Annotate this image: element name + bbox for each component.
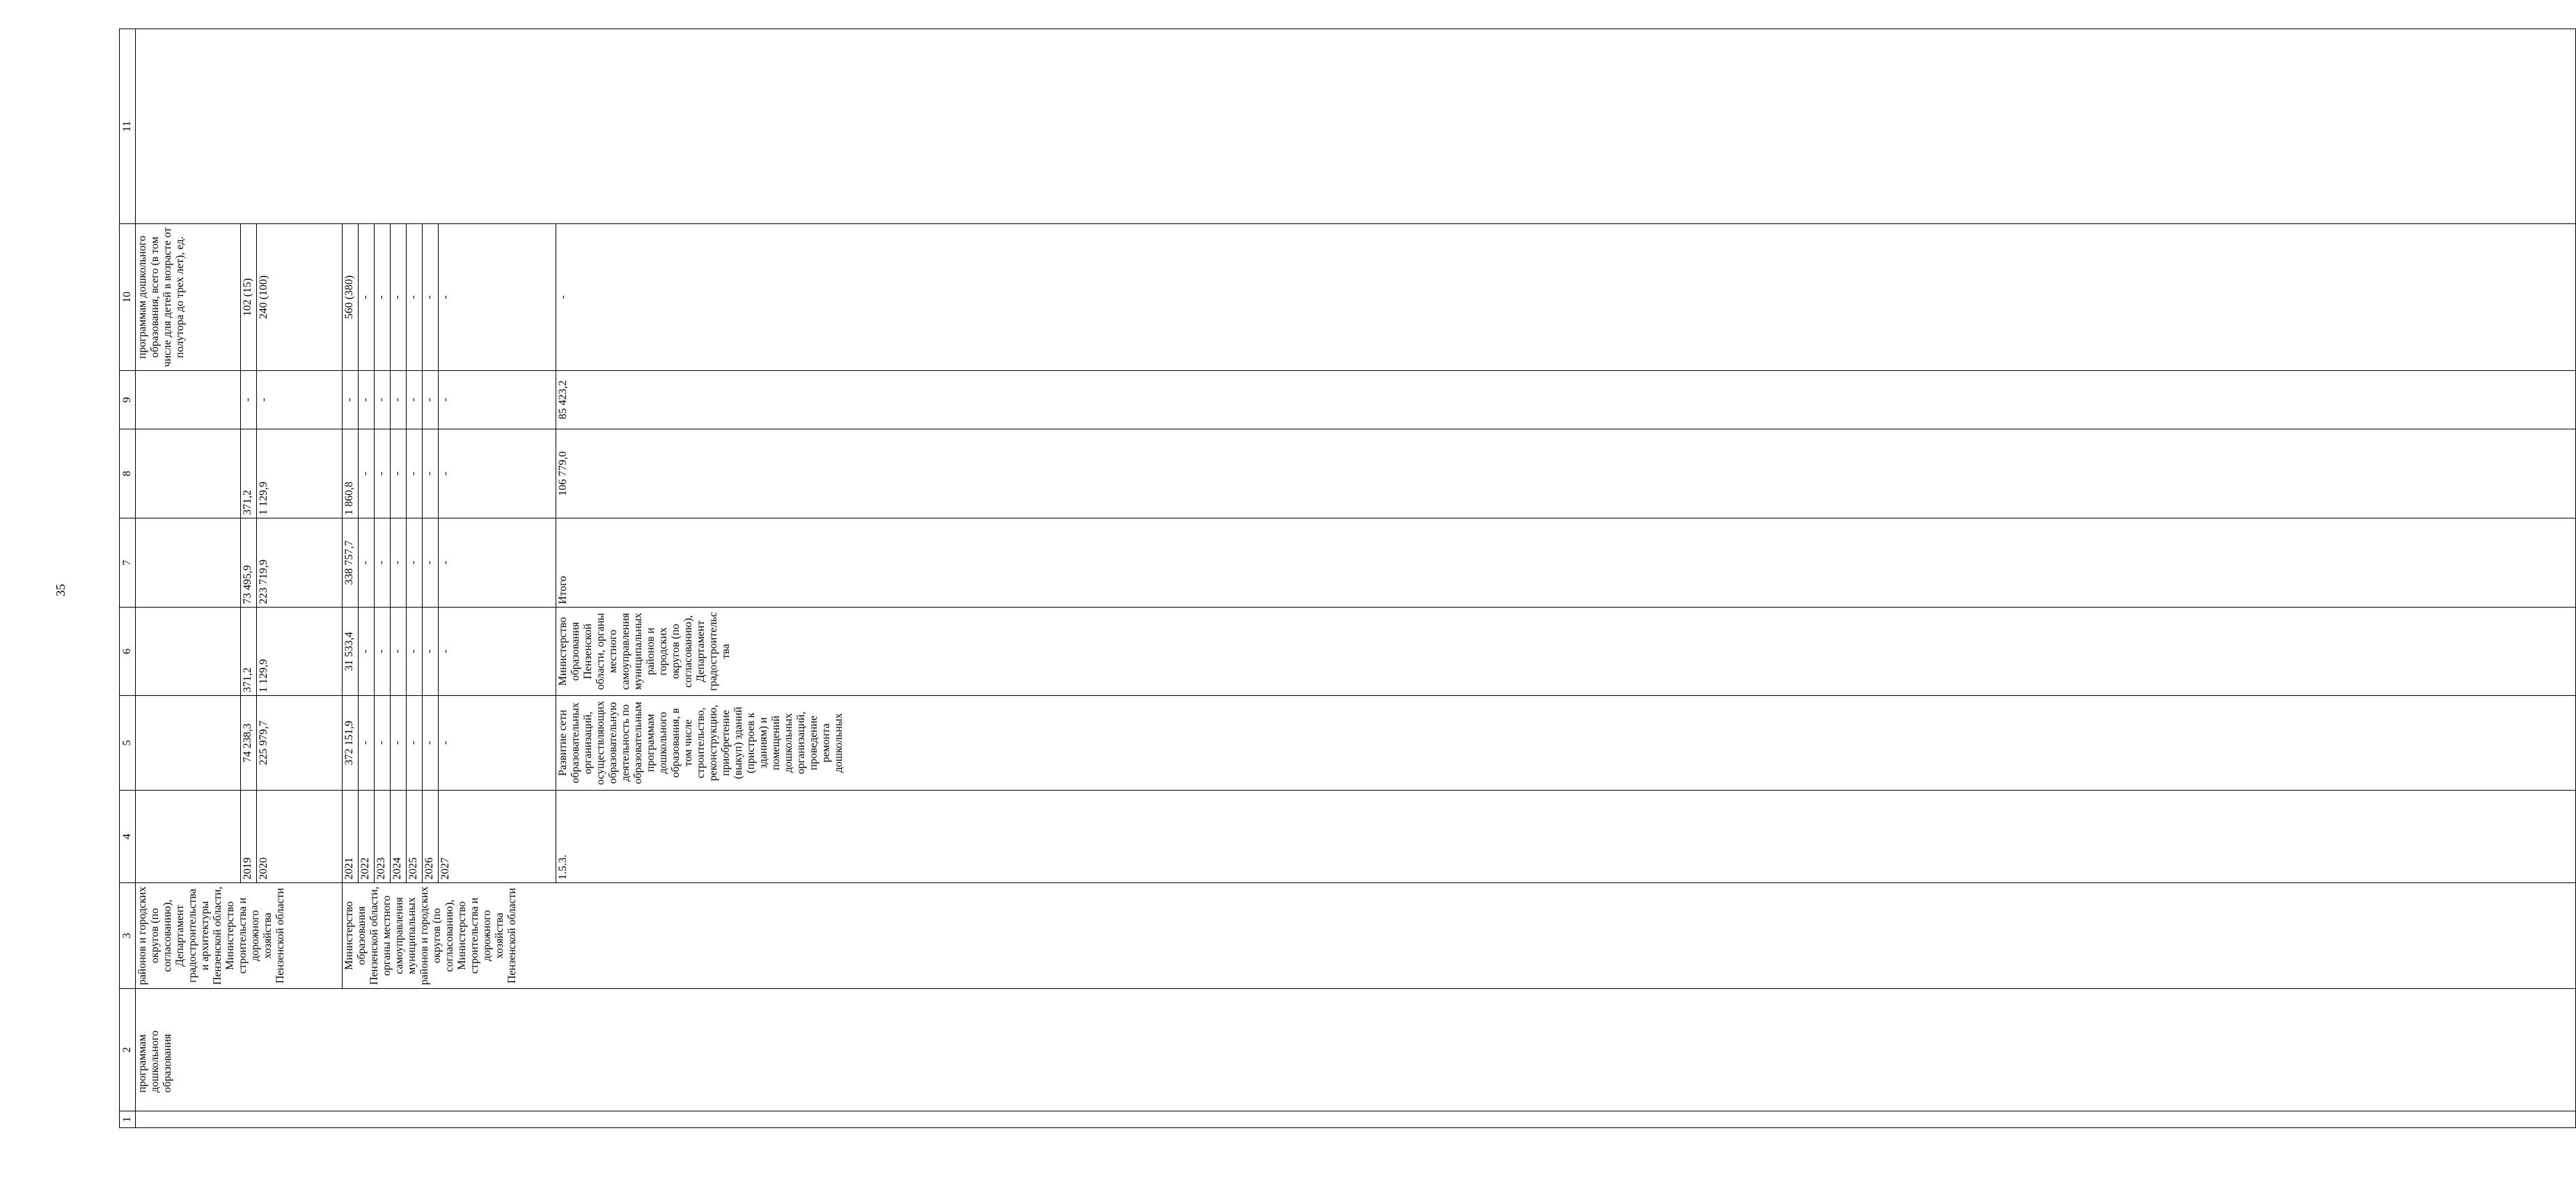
value-col9: - xyxy=(407,371,423,429)
item-value-col6: 85 423,2 xyxy=(556,371,2576,429)
year-cell: 2020 xyxy=(257,791,343,883)
value-col8: - xyxy=(423,429,439,518)
year-cell: 2023 xyxy=(375,791,391,883)
value-col7: - xyxy=(407,518,423,608)
value-col9: - xyxy=(241,371,257,429)
col-header-6: 6 xyxy=(120,608,136,696)
block-a-head-col5 xyxy=(136,696,241,791)
block-a-col10-header: программам дошкольного образования, всего (в том числе для детей в возрасте от полутора до трех лет), ед. xyxy=(136,224,241,371)
col-header-3: 3 xyxy=(120,883,136,989)
value-col6: 1 129,9 xyxy=(257,608,343,696)
value-col7: - xyxy=(391,518,407,608)
col-header-5: 5 xyxy=(120,696,136,791)
block-a-col3-bottom: Министерство образования Пензенской области, органы местного самоуправления муниципальных районов и городских округов (по согласованию), Министерство строительства и дорожного хозяйства Пензенской области xyxy=(343,883,2576,989)
value-col6: 371,2 xyxy=(241,608,257,696)
block-a-head-col8 xyxy=(136,429,241,518)
year-cell: 2025 xyxy=(407,791,423,883)
value-col8: - xyxy=(359,429,375,518)
value-col6: - xyxy=(375,608,391,696)
program-table xyxy=(119,29,2576,1128)
value-col9: - xyxy=(257,371,343,429)
value-col8: - xyxy=(407,429,423,518)
item-value-col5: 106 779,0 xyxy=(556,429,2576,518)
value-col5: - xyxy=(359,696,375,791)
value-col9: - xyxy=(423,371,439,429)
item-executors: Министерство образования Пензенской области, органы местного самоуправления муниципальных районов и городских округов (по согласованию), Департамент градостроительства xyxy=(556,608,2576,696)
block-a-head-col9 xyxy=(136,371,241,429)
value-col5: - xyxy=(423,696,439,791)
year-cell: 2022 xyxy=(359,791,375,883)
year-cell: 2019 xyxy=(241,791,257,883)
value-col7: - xyxy=(359,518,375,608)
item-value-col7: - xyxy=(556,224,2576,371)
year-cell: 2021 xyxy=(343,791,359,883)
value-col7: 73 495,9 xyxy=(241,518,257,608)
value-col5: - xyxy=(391,696,407,791)
value-col9: - xyxy=(359,371,375,429)
value-col10: 240 (100) xyxy=(257,224,343,371)
value-col5: - xyxy=(407,696,423,791)
value-col5: - xyxy=(439,696,556,791)
col-header-9: 9 xyxy=(120,371,136,429)
document-page xyxy=(0,0,845,1181)
value-col10: - xyxy=(391,224,407,371)
value-col10: 560 (380) xyxy=(343,224,359,371)
col-header-7: 7 xyxy=(120,518,136,608)
block-a-col1 xyxy=(136,1111,2576,1128)
col-header-11: 11 xyxy=(120,29,136,224)
col-header-4: 4 xyxy=(120,791,136,883)
rotated-table-sheet xyxy=(119,29,845,1128)
value-col10: - xyxy=(439,224,556,371)
header-row xyxy=(120,29,136,1128)
value-col9: - xyxy=(391,371,407,429)
value-col5: 74 238,3 xyxy=(241,696,257,791)
value-col8: 1 860,8 xyxy=(343,429,359,518)
table-row xyxy=(136,29,241,1128)
block-a-head-col4 xyxy=(136,791,241,883)
block-a-col11 xyxy=(136,29,2576,224)
value-col10: - xyxy=(359,224,375,371)
value-col9: - xyxy=(375,371,391,429)
value-col6: - xyxy=(423,608,439,696)
value-col7: - xyxy=(439,518,556,608)
value-col8: - xyxy=(439,429,556,518)
block-a-head-col7 xyxy=(136,518,241,608)
value-col8: 1 129,9 xyxy=(257,429,343,518)
value-col10: 102 (15) xyxy=(241,224,257,371)
value-col5: - xyxy=(375,696,391,791)
value-col7: 223 719,9 xyxy=(257,518,343,608)
block-a-col2: программам дошкольного образования xyxy=(136,989,2576,1111)
value-col10: - xyxy=(407,224,423,371)
page-number: 35 xyxy=(53,584,68,596)
year-cell: 2027 xyxy=(439,791,556,883)
value-col8: 371,2 xyxy=(241,429,257,518)
value-col9: - xyxy=(439,371,556,429)
item-description: Развитие сети образовательных организаций, осуществляющих образовательную деятельность по образовательным программам дошкольного образования, в том числе строительство, реконструкцию, приобретение (выкуп) зданий (пристроев к зданиям) и помещений дошкольных организаций, проведение ремонта дошкольных xyxy=(556,696,2576,791)
value-col10: - xyxy=(423,224,439,371)
value-col7: - xyxy=(375,518,391,608)
value-col6: - xyxy=(407,608,423,696)
value-col5: 372 151,9 xyxy=(343,696,359,791)
col-header-1: 1 xyxy=(120,1111,136,1128)
value-col9: - xyxy=(343,371,359,429)
col-header-8: 8 xyxy=(120,429,136,518)
value-col7: - xyxy=(423,518,439,608)
col-header-10: 10 xyxy=(120,224,136,371)
value-col6: - xyxy=(439,608,556,696)
block-a-head-col6 xyxy=(136,608,241,696)
block-a-col3-top: районов и городских округов (по согласованию), Департамент градостроительства и архитектуры Пензенской области, Министерство строительства и дорожного хозяйства Пензенской области xyxy=(136,883,343,989)
value-col8: - xyxy=(375,429,391,518)
value-col7: 338 757,7 xyxy=(343,518,359,608)
item-number: 1.5.3. xyxy=(556,791,2576,883)
col-header-2: 2 xyxy=(120,989,136,1111)
value-col5: 225 979,7 xyxy=(257,696,343,791)
year-cell: 2026 xyxy=(423,791,439,883)
value-col8: - xyxy=(391,429,407,518)
value-col6: - xyxy=(359,608,375,696)
year-cell: 2024 xyxy=(391,791,407,883)
value-col6: - xyxy=(391,608,407,696)
item-period: Итого xyxy=(556,518,2576,608)
value-col6: 31 533,4 xyxy=(343,608,359,696)
value-col10: - xyxy=(375,224,391,371)
